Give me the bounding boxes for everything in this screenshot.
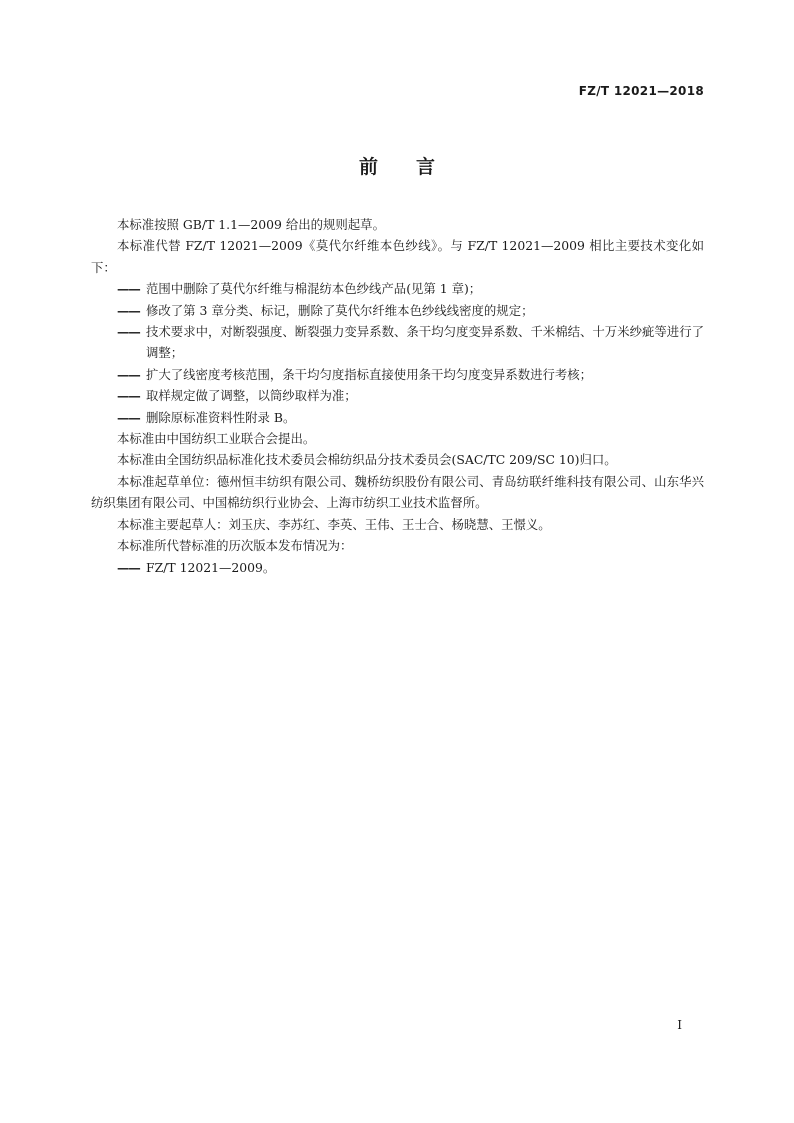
change-item-text: 技术要求中，对断裂强度、断裂强力变异系数、条干均匀度变异系数、千米棉结、十万米纱疵等进行了调整；	[146, 324, 704, 361]
paragraph-history-intro: 本标准所代替标准的历次版本发布情况为：	[117, 538, 353, 554]
dash-marker: ——	[117, 366, 140, 382]
history-item	[91, 557, 704, 578]
change-item	[91, 407, 704, 428]
page-number: I	[677, 1018, 682, 1032]
dash-marker: ——	[117, 559, 140, 575]
dash-marker: ——	[117, 388, 140, 404]
change-item-text: 范围中删除了莫代尔纤维与棉混纺本色纱线产品(见第 1 章)；	[146, 281, 482, 297]
change-item-text: 删除原标准资料性附录 B。	[146, 409, 296, 425]
standard-number: FZ/T 12021—2018	[578, 84, 704, 98]
dash-marker: ——	[117, 409, 140, 425]
change-item-text: 扩大了线密度考核范围，条干均匀度指标直接使用条干均匀度变异系数进行考核；	[146, 366, 593, 382]
paragraph-drafters: 本标准主要起草人：刘玉庆、李苏红、李英、王伟、王士合、杨晓慧、王憬义。	[117, 516, 551, 532]
paragraph-proposed-by: 本标准由中国纺织工业联合会提出。	[117, 431, 316, 447]
page-title: 前言	[358, 156, 473, 178]
change-item-text: 修改了第 3 章分类、标记，删除了莫代尔纤维本色纱线线密度的规定；	[146, 302, 534, 318]
paragraph-under-jurisdiction: 本标准由全国纺织品标准化技术委员会棉纺织品分技术委员会(SAC/TC 209/SC 10)归口。	[117, 452, 617, 468]
change-item-text: 取样规定做了调整，以筒纱取样为准；	[146, 388, 357, 404]
dash-marker: ——	[117, 324, 140, 340]
paragraph-replaces: 本标准代替 FZ/T 12021—2009《莫代尔纤维本色纱线》。与 FZ/T 12021—2009 相比主要技术变化如下：	[91, 238, 704, 275]
change-item	[91, 321, 704, 364]
change-item	[91, 385, 704, 406]
change-item	[91, 364, 704, 385]
dash-marker: ——	[117, 302, 140, 318]
history-item-text: FZ/T 12021—2009。	[146, 559, 276, 575]
dash-marker: ——	[117, 281, 140, 297]
change-item	[91, 278, 704, 299]
change-item	[91, 300, 704, 321]
foreword-body	[91, 214, 704, 578]
paragraph-drafting-rules: 本标准按照 GB/T 1.1—2009 给出的规则起草。	[117, 217, 385, 232]
paragraph-drafting-units: 本标准起草单位：德州恒丰纺织有限公司、魏桥纺织股份有限公司、青岛纺联纤维科技有限公司、山东华兴纺织集团有限公司、中国棉纺织行业协会、上海市纺织工业技术监督所。	[91, 473, 704, 511]
